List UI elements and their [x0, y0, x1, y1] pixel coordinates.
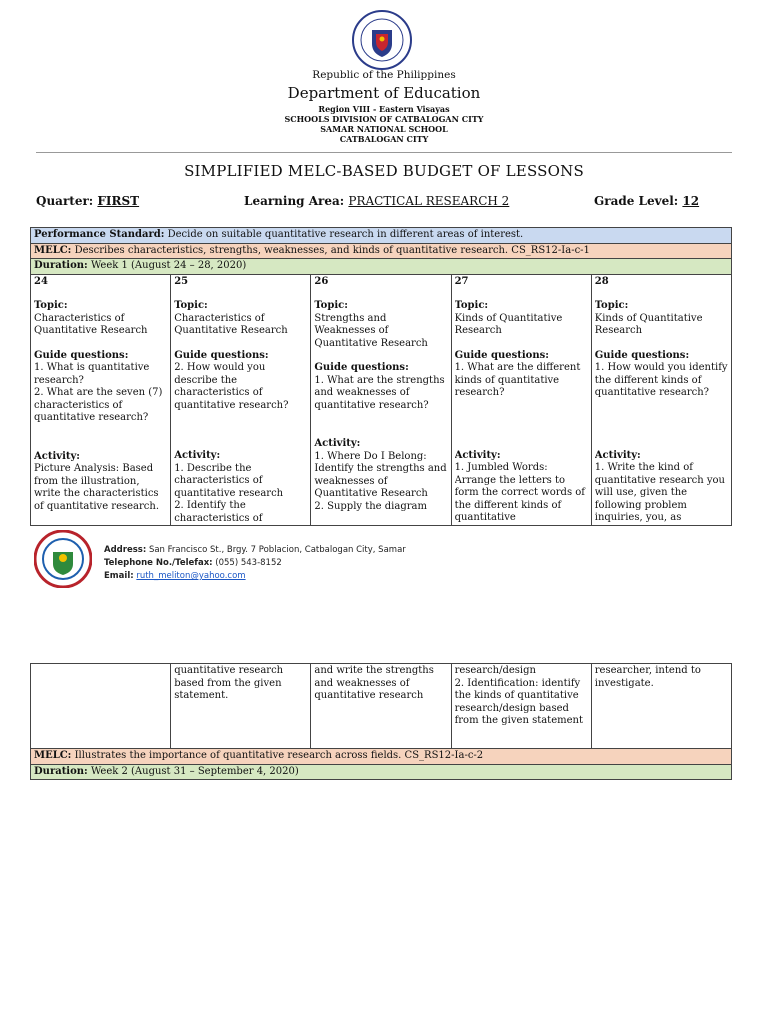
header-city: CATBALOGAN CITY: [339, 134, 429, 144]
grade-level-field: [594, 194, 699, 208]
address-label: Address:: [104, 545, 147, 555]
header-division: SCHOOLS DIVISION OF CATBALOGAN CITY: [284, 114, 484, 124]
address-value: San Francisco St., Brgy. 7 Poblacion, Catbalogan City, Samar: [148, 545, 406, 555]
learning-area-field: [244, 194, 509, 208]
topic-text: Characteristics of Quantitative Research: [174, 312, 288, 336]
day-cell-content: [174, 276, 307, 524]
day-number: 27: [454, 275, 469, 287]
topic-text: Kinds of Quantitative Research: [594, 312, 703, 336]
topic-label: Topic:: [594, 300, 629, 311]
activity-label: Activity:: [34, 450, 80, 462]
header-region: Region VIII - Eastern Visayas: [318, 104, 450, 114]
day-cell: [171, 274, 311, 525]
topic-label: Topic:: [174, 300, 208, 311]
header-region-block: [0, 104, 768, 144]
activity-text: 1. Where Do I Belong: Identify the strengths and weaknesses of Quantitative Research 2. Supply the diagram: [314, 450, 447, 512]
day-cell-content: [34, 276, 167, 524]
day-number: 26: [314, 275, 329, 287]
duration2-label: Duration:: [34, 765, 88, 777]
topic-text: Strengths and Weaknesses of Quantitative Research: [314, 312, 428, 349]
guide-questions-label: Guide questions:: [34, 349, 129, 361]
day-cell: [591, 274, 731, 525]
day-cell: [31, 274, 171, 525]
continued-cell: quantitative research based from the given statement.: [171, 664, 311, 749]
performance-standard-row: [31, 228, 732, 244]
day-number: 24: [34, 275, 48, 287]
performance-text: Decide on suitable quantitative research in different areas of interest.: [167, 229, 524, 240]
learning-area-value: PRACTICAL RESEARCH 2: [348, 194, 510, 208]
guide-questions-text: 1. What is quantitative research? 2. What are the seven (7) characteristics of quantitative research?: [34, 362, 163, 423]
duration-text: Week 1 (August 24 – 28, 2020): [90, 260, 247, 271]
email-label: Email:: [104, 571, 134, 581]
day-cell-content: [595, 276, 728, 524]
topic-label: Topic:: [314, 300, 348, 311]
learning-area-label: Learning Area:: [244, 194, 345, 208]
melc2-text: Illustrates the importance of quantitative research across fields. CS_RS12-Ia-c-2: [74, 750, 484, 761]
topic-label: Topic:: [454, 300, 489, 311]
activity-label: Activity:: [314, 438, 361, 449]
quarter-field: [36, 194, 139, 208]
header-divider: [36, 152, 732, 153]
continued-cells-row: [31, 664, 732, 749]
continued-cell: research/design 2. Identification: identify the kinds of quantitative research/design based from the given statement: [451, 664, 591, 749]
day-cell-content: [455, 276, 588, 524]
quarter-value: FIRST: [97, 194, 140, 208]
melc2-row: [31, 749, 732, 765]
footer-email: [104, 571, 246, 581]
activity-text: 1. Describe the characteristics of quantitative research 2. Identify the characteristics of: [174, 462, 284, 524]
budget-table-continued: [30, 663, 732, 780]
page-title: SIMPLIFIED MELC-BASED BUDGET OF LESSONS: [184, 162, 584, 180]
performance-label: Performance Standard:: [34, 229, 165, 240]
day-number: 25: [174, 275, 189, 287]
melc-row: [31, 243, 732, 259]
continued-cell: researcher, intend to investigate.: [591, 664, 731, 749]
phone-value: (055) 543-8152: [215, 558, 282, 568]
guide-questions-label: Guide questions:: [594, 349, 690, 361]
melc-text: Describes characteristics, strengths, weaknesses, and kinds of quantitative research. CS_RS12-Ia-c-1: [74, 244, 590, 256]
guide-questions-label: Guide questions:: [454, 349, 549, 361]
topic-text: Characteristics of Quantitative Research: [34, 312, 148, 336]
guide-questions-label: Guide questions:: [174, 349, 269, 361]
activity-text: 1. Write the kind of quantitative research you will use, given the following problem inquiries, you, as: [594, 462, 725, 523]
continued-cell: [31, 664, 171, 749]
header-republic: Republic of the Philippines: [312, 69, 456, 81]
footer-phone: [104, 558, 282, 568]
melc-label: MELC:: [34, 244, 72, 256]
guide-questions-label: Guide questions:: [314, 362, 409, 373]
day-cell: [451, 274, 591, 525]
continued-cell: and write the strengths and weaknesses of quantitative research: [311, 664, 451, 749]
duration-row: [31, 259, 732, 275]
melc2-label: MELC:: [34, 750, 72, 761]
guide-questions-text: 2. How would you describe the characteristics of quantitative research?: [174, 362, 289, 411]
activity-label: Activity:: [454, 449, 501, 461]
topic-text: Kinds of Quantitative Research: [454, 312, 563, 336]
topic-label: Topic:: [34, 300, 68, 311]
header-department: Department of Education: [287, 84, 481, 102]
quarter-label: Quarter:: [36, 194, 94, 208]
duration-label: Duration:: [34, 260, 88, 271]
duration2-row: [31, 764, 732, 780]
day-cell: [311, 274, 451, 525]
email-link[interactable]: ruth_meliton@yahoo.com: [136, 571, 246, 581]
activity-label: Activity:: [594, 449, 641, 461]
budget-table-week1: [30, 227, 732, 526]
guide-questions-text: 1. What are the different kinds of quantitative research?: [454, 362, 581, 398]
activity-text: Picture Analysis: Based from the illustration, write the characteristics of quantitative research.: [34, 463, 160, 512]
guide-questions-text: 1. How would you identify the different kinds of quantitative research?: [594, 362, 728, 398]
day-cell-content: [314, 276, 447, 524]
school-logo-icon: [34, 530, 92, 588]
day-cells-row: [31, 274, 732, 525]
duration2-text: Week 2 (August 31 – September 4, 2020): [90, 765, 299, 777]
header-school: SAMAR NATIONAL SCHOOL: [320, 124, 448, 134]
guide-questions-text: 1. What are the strengths and weaknesses of quantitative research?: [314, 374, 445, 411]
day-number: 28: [594, 275, 609, 287]
activity-text: 1. Jumbled Words: Arrange the letters to form the correct words of the different kinds of quantitative: [454, 462, 585, 523]
deped-seal-icon: [352, 10, 412, 70]
grade-level-label: Grade Level:: [594, 194, 679, 208]
grade-level-value: 12: [682, 194, 700, 208]
footer-address: [104, 545, 406, 555]
activity-label: Activity:: [174, 450, 221, 461]
phone-label: Telephone No./Telefax:: [104, 558, 213, 568]
